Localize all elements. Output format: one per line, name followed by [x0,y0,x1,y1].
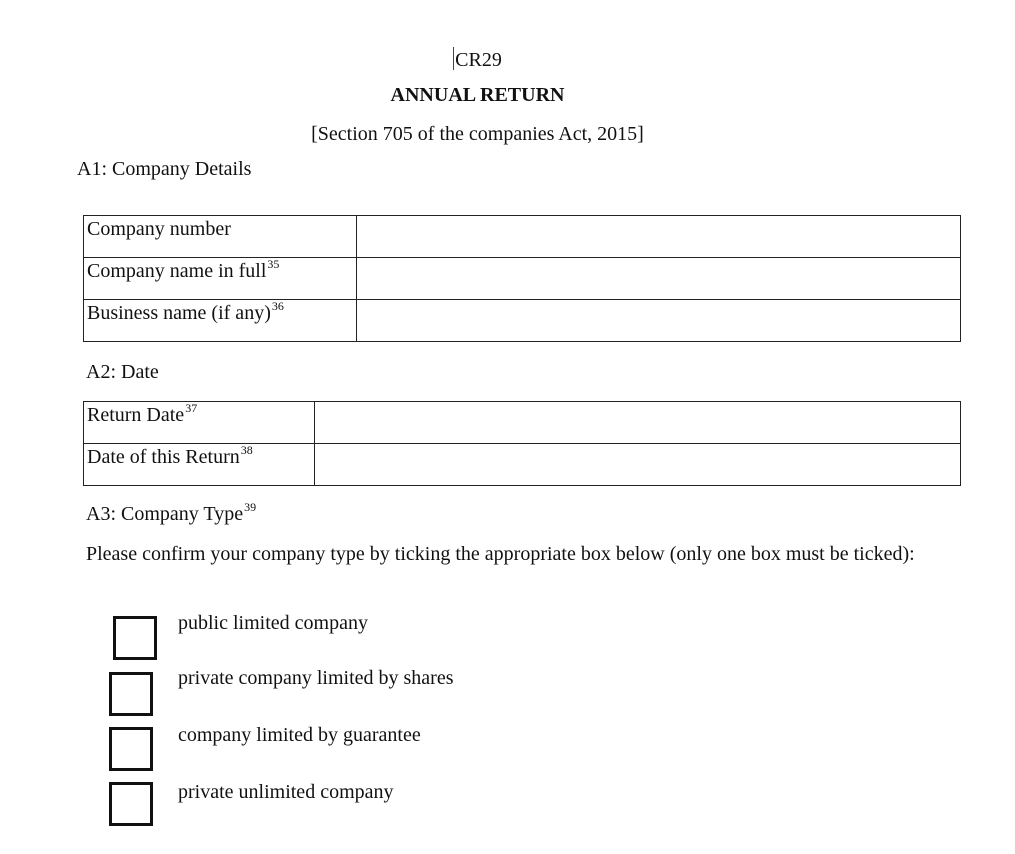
option-label-limited-by-guarantee: company limited by guarantee [178,724,421,746]
footnote-ref[interactable]: 38 [240,443,253,457]
table-row [84,300,961,342]
section-a1-heading: A1: Company Details [77,158,252,180]
company-details-table [83,215,961,342]
return-date-field[interactable] [315,402,961,444]
document-title: ANNUAL RETURN [390,84,565,106]
checkbox-private-unlimited-company[interactable] [109,782,153,826]
date-table [83,401,961,486]
date-of-return-field[interactable] [315,444,961,486]
footnote-ref[interactable]: 37 [185,401,198,415]
section-a3-heading: A3: Company Type$^{39}$ [86,500,257,525]
company-number-field[interactable] [357,216,961,258]
table-row [84,444,961,486]
checkbox-private-limited-by-shares[interactable] [109,672,153,716]
field-label-company-name: Company name in full$^{35}$ [84,258,357,300]
table-row [84,216,961,258]
field-label-date-of-return: Date of this Return$^{38}$ [84,444,315,486]
company-type-instruction: Please confirm your company type by ticking the appropriate box below (only one box must be ticked): [86,543,915,565]
table-row [84,402,961,444]
section-a2-heading: A2: Date [86,361,159,383]
field-label-company-number: Company number [84,216,357,258]
footnote-ref[interactable]: 36 [271,299,284,313]
company-name-field[interactable] [357,258,961,300]
form-code [0,47,955,72]
text-cursor [453,47,454,70]
field-label-return-date: Return Date$^{37}$ [84,402,315,444]
option-label-public-limited: public limited company [178,612,368,634]
form-code-text: CR29 [455,49,502,71]
option-label-private-limited-by-shares: private company limited by shares [178,667,454,689]
field-label-business-name: Business name (if any)$^{36}$ [84,300,357,342]
table-row [84,258,961,300]
checkbox-limited-by-guarantee[interactable] [109,727,153,771]
checkbox-public-limited-company[interactable] [113,616,157,660]
business-name-field[interactable] [357,300,961,342]
footnote-ref[interactable]: 39 [244,500,257,514]
footnote-ref[interactable]: 35 [267,257,280,271]
document-subtitle: [Section 705 of the companies Act, 2015] [311,123,644,145]
option-label-private-unlimited: private unlimited company [178,781,394,803]
